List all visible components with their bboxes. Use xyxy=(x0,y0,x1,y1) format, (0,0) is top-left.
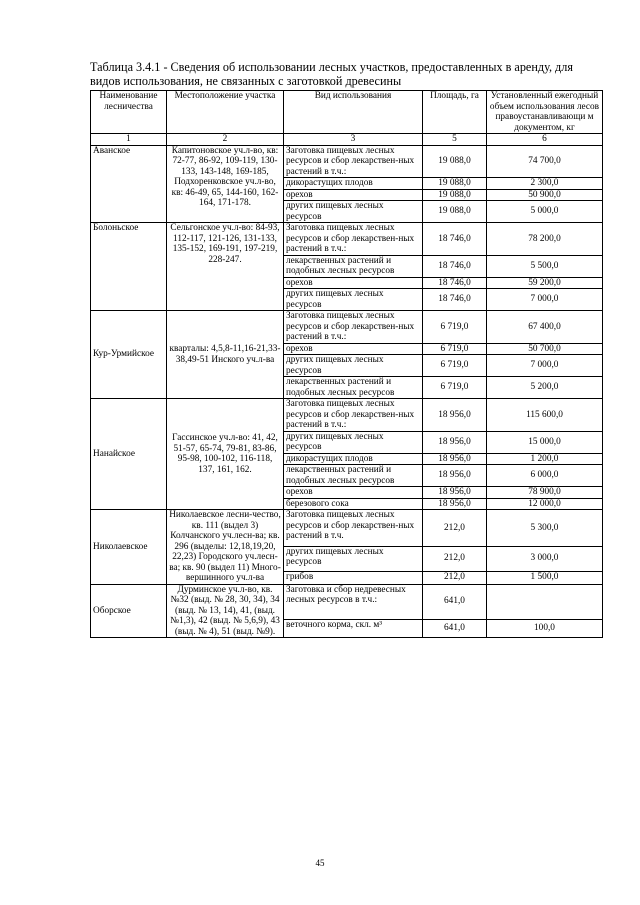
use-type-cell: лекарственных растений и подобных лесных ресурсов xyxy=(284,465,423,487)
location-cell: Капитоновское уч.л-во, кв: 72-77, 86-92, 109-119, 130-133, 143-148, 169-185, Подхоренковское уч.л-во, кв: 46-49, 65, 144-160, 162-164, 171-178. xyxy=(167,145,284,223)
use-type-cell: дикорастущих плодов xyxy=(284,453,423,465)
area-cell: 18 746,0 xyxy=(423,289,487,311)
use-type-cell: Заготовка пищевых лесных ресурсов и сбор лекарствен-ных растений в т.ч. xyxy=(284,510,423,547)
area-cell: 19 088,0 xyxy=(423,178,487,190)
area-cell: 6 719,0 xyxy=(423,355,487,377)
forestry-name-cell: Болоньское xyxy=(91,223,167,311)
location-cell: Николаевское лесни-чество, кв. 111 (выдел 3) Колчанского уч.лесн-ва; кв. 296 (выделы: 12,18,19,20, 22,23) Городского уч.лесн-ва; кв. 90 (выдел 11) Много-вершинного уч.л-ва xyxy=(167,510,284,585)
area-cell: 18 956,0 xyxy=(423,498,487,510)
use-type-cell: Заготовка пищевых лесных ресурсов и сбор лекарствен-ных растений в т.ч.: xyxy=(284,223,423,256)
table-body xyxy=(91,145,603,638)
area-cell: 18 746,0 xyxy=(423,277,487,289)
table-row xyxy=(91,223,603,256)
volume-cell: 6 000,0 xyxy=(487,465,603,487)
header-number-row xyxy=(91,134,603,146)
area-cell: 18 746,0 xyxy=(423,223,487,256)
volume-cell: 7 000,0 xyxy=(487,289,603,311)
area-cell: 641,0 xyxy=(423,619,487,637)
header-forestry: Наименование лесничества xyxy=(91,91,167,134)
use-type-cell: орехов xyxy=(284,277,423,289)
use-type-cell: березового сока xyxy=(284,498,423,510)
area-cell: 212,0 xyxy=(423,510,487,547)
use-type-cell: дикорастущих плодов xyxy=(284,178,423,190)
volume-cell xyxy=(487,584,603,619)
use-type-cell: других пищевых лесных ресурсов xyxy=(284,546,423,571)
use-type-cell: лекарственных растений и подобных лесных ресурсов xyxy=(284,255,423,277)
location-cell: Сельгонское уч.л-во: 84-93, 112-117, 121-126, 131-133, 135-152, 169-191, 197-219, 228-247. xyxy=(167,223,284,311)
volume-cell: 7 000,0 xyxy=(487,355,603,377)
volume-cell: 1 200,0 xyxy=(487,453,603,465)
use-type-cell: Заготовка пищевых лесных ресурсов и сбор лекарствен-ных растений в т.ч.: xyxy=(284,145,423,178)
forestry-name-cell: Аванское xyxy=(91,145,167,223)
use-type-cell: Заготовка и сбор недревесных лесных ресурсов в т.ч.: xyxy=(284,584,423,619)
location-cell: кварталы: 4,5,8-11,16-21,33-38,49-51 Инского уч.л-ва xyxy=(167,311,284,399)
table-row xyxy=(91,584,603,619)
use-type-cell: грибов xyxy=(284,571,423,584)
header-num: 6 xyxy=(487,134,603,146)
volume-cell: 67 400,0 xyxy=(487,311,603,344)
area-cell: 18 956,0 xyxy=(423,487,487,499)
area-cell: 6 719,0 xyxy=(423,377,487,399)
area-cell: 6 719,0 xyxy=(423,343,487,355)
volume-cell: 100,0 xyxy=(487,619,603,637)
volume-cell: 5 500,0 xyxy=(487,255,603,277)
use-type-cell: веточного корма, скл. м³ xyxy=(284,619,423,637)
volume-cell: 15 000,0 xyxy=(487,431,603,453)
header-num: 2 xyxy=(167,134,284,146)
volume-cell: 78 200,0 xyxy=(487,223,603,256)
volume-cell: 3 000,0 xyxy=(487,546,603,571)
header-area: Площадь, га xyxy=(423,91,487,134)
table-row xyxy=(91,510,603,547)
volume-cell: 5 200,0 xyxy=(487,377,603,399)
use-type-cell: других пищевых лесных ресурсов xyxy=(284,201,423,223)
volume-cell: 1 500,0 xyxy=(487,571,603,584)
area-cell: 18 956,0 xyxy=(423,399,487,432)
header-volume: Установленный ежегодный объем использования лесов правоустанавливающи м документом, кг xyxy=(487,91,603,134)
header-row xyxy=(91,91,603,134)
volume-cell: 50 700,0 xyxy=(487,343,603,355)
area-cell: 6 719,0 xyxy=(423,311,487,344)
header-num: 1 xyxy=(91,134,167,146)
area-cell: 19 088,0 xyxy=(423,189,487,201)
header-num: 5 xyxy=(423,134,487,146)
volume-cell: 50 900,0 xyxy=(487,189,603,201)
use-type-cell: других пищевых лесных ресурсов xyxy=(284,355,423,377)
area-cell: 18 746,0 xyxy=(423,255,487,277)
area-cell: 18 956,0 xyxy=(423,465,487,487)
area-cell: 18 956,0 xyxy=(423,453,487,465)
location-cell: Гассинское уч.л-во: 41, 42, 51-57, 65-74, 79-81, 83-86, 95-98, 100-102, 116-118, 137, 161, 162. xyxy=(167,399,284,510)
volume-cell: 115 600,0 xyxy=(487,399,603,432)
forestry-name-cell: Николаевское xyxy=(91,510,167,585)
volume-cell: 5 000,0 xyxy=(487,201,603,223)
table-row xyxy=(91,311,603,344)
volume-cell: 78 900,0 xyxy=(487,487,603,499)
area-cell: 19 088,0 xyxy=(423,201,487,223)
use-type-cell: орехов xyxy=(284,487,423,499)
location-cell: Дурминское уч.л-во, кв. №32 (выд. № 28, 30, 34), 34 (выд. № 13, 14), 41, (выд. №1,3), 42 (выд. № 5,6,9), 43 (выд. № 4), 51 (выд. №9). xyxy=(167,584,284,638)
use-type-cell: других пищевых лесных ресурсов xyxy=(284,289,423,311)
header-num: 3 xyxy=(284,134,423,146)
use-type-cell: Заготовка пищевых лесных ресурсов и сбор лекарствен-ных растений в т.ч.: xyxy=(284,399,423,432)
volume-cell: 5 300,0 xyxy=(487,510,603,547)
header-location: Местоположение участка xyxy=(167,91,284,134)
forestry-name-cell: Кур-Урмийское xyxy=(91,311,167,399)
volume-cell: 2 300,0 xyxy=(487,178,603,190)
use-type-cell: Заготовка пищевых лесных ресурсов и сбор лекарствен-ных растений в т.ч.: xyxy=(284,311,423,344)
area-cell: 641,0 xyxy=(423,584,487,619)
area-cell: 212,0 xyxy=(423,546,487,571)
table-row xyxy=(91,399,603,432)
header-use-type: Вид использования xyxy=(284,91,423,134)
forest-plots-table xyxy=(90,90,603,638)
table-title: Таблица 3.4.1 - Сведения об использовании лесных участков, предоставленных в аренду, для видов использования, не связанных с заготовкой древесины xyxy=(90,60,573,88)
volume-cell: 59 200,0 xyxy=(487,277,603,289)
area-cell: 212,0 xyxy=(423,571,487,584)
volume-cell: 12 000,0 xyxy=(487,498,603,510)
use-type-cell: орехов xyxy=(284,189,423,201)
use-type-cell: орехов xyxy=(284,343,423,355)
area-cell: 18 956,0 xyxy=(423,431,487,453)
page-number: 45 xyxy=(315,858,325,868)
use-type-cell: других пищевых лесных ресурсов xyxy=(284,431,423,453)
forestry-name-cell: Оборское xyxy=(91,584,167,638)
forestry-name-cell: Нанайское xyxy=(91,399,167,510)
table-row xyxy=(91,145,603,178)
use-type-cell: лекарственных растений и подобных лесных ресурсов xyxy=(284,377,423,399)
volume-cell: 74 700,0 xyxy=(487,145,603,178)
area-cell: 19 088,0 xyxy=(423,145,487,178)
